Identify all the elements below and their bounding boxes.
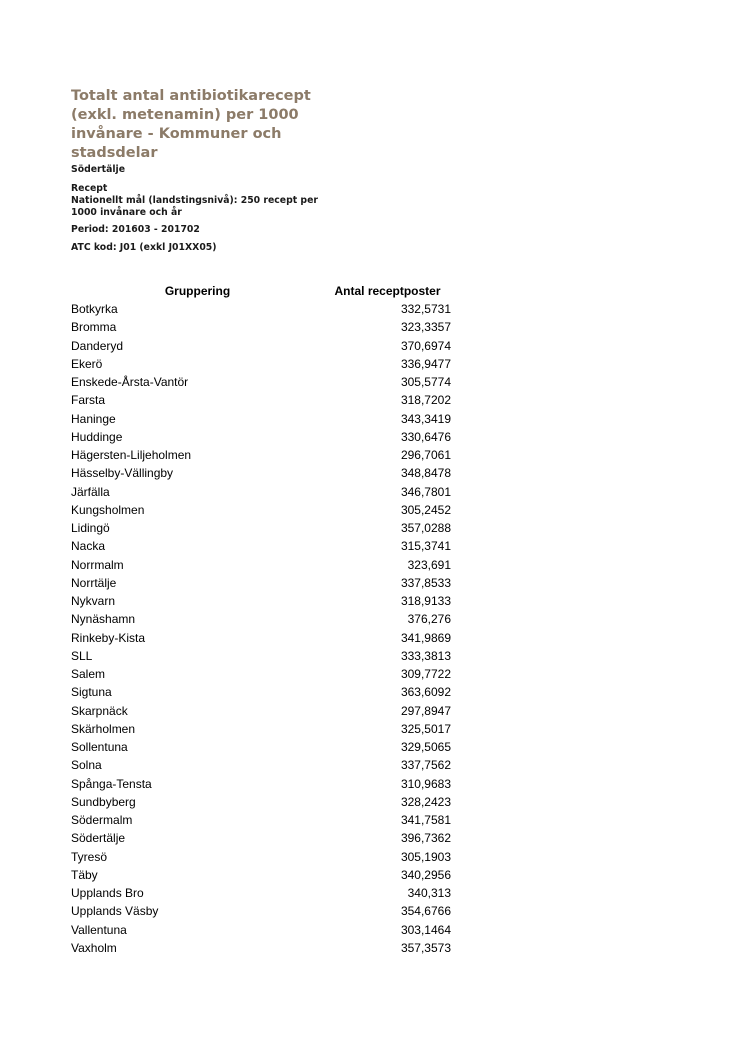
table-row (71, 683, 451, 701)
grouping-name: Upplands Bro (71, 886, 144, 900)
grouping-name: Ekerö (71, 356, 103, 371)
table-row (71, 373, 451, 391)
period-label: Period: 201603 - 201702 (71, 224, 200, 235)
prescription-count: 340,2956 (400, 867, 451, 882)
grouping-name: Lidingö (71, 521, 110, 535)
prescription-count: 310,9683 (400, 776, 451, 791)
prescription-count: 396,7362 (400, 831, 451, 846)
prescription-count: 336,9477 (400, 356, 451, 371)
grouping-name: Norrtälje (71, 575, 117, 590)
grouping-name: Södertälje (71, 831, 126, 846)
grouping-name: Vallentuna (71, 922, 127, 937)
grouping-name: Skärholmen (71, 721, 136, 736)
prescription-count: 337,8533 (400, 575, 451, 590)
grouping-name: Farsta (71, 393, 106, 408)
table-row (71, 428, 451, 446)
table-row (71, 738, 451, 756)
prescription-count: 357,3573 (400, 940, 451, 955)
prescription-count: 309,7722 (400, 667, 451, 681)
prescription-count: 357,0288 (400, 521, 451, 535)
prescription-count: 318,9133 (400, 594, 451, 608)
table-row (71, 410, 451, 428)
table-body (71, 300, 451, 957)
prescription-count: 303,1464 (400, 922, 451, 937)
prescription-count: 305,1903 (400, 849, 451, 864)
grouping-name: Nacka (71, 539, 106, 554)
grouping-name: Spånga-Tensta (71, 776, 152, 791)
prescription-count: 363,6092 (400, 685, 451, 700)
table-row (71, 592, 451, 610)
grouping-name: Solna (71, 758, 102, 773)
grouping-name: Danderyd (71, 338, 124, 353)
grouping-name: Täby (71, 867, 98, 882)
prescription-count: 325,5017 (400, 721, 451, 736)
prescription-count: 346,7801 (400, 484, 451, 499)
table-row (71, 902, 451, 920)
prescription-count: 370,6974 (400, 338, 451, 353)
grouping-name: Bromma (71, 320, 117, 335)
prescription-count: 305,2452 (400, 502, 451, 517)
prescription-count: 329,5065 (400, 740, 451, 754)
prescription-count: 318,7202 (400, 393, 451, 408)
grouping-name: Hässelby-Vällingby (71, 466, 174, 481)
table-row (71, 464, 451, 482)
prescription-count: 333,3813 (400, 648, 451, 663)
table-row (71, 483, 451, 501)
prescription-count: 332,5731 (400, 302, 451, 316)
table-row (71, 665, 451, 683)
grouping-name: Tyresö (71, 849, 108, 864)
grouping-name: Rinkeby-Kista (71, 630, 146, 645)
prescription-count: 328,2423 (400, 794, 451, 809)
table-row (71, 702, 451, 720)
table-row (71, 556, 451, 574)
grouping-name: Södermalm (71, 813, 133, 827)
table-row (71, 519, 451, 537)
table-row (71, 647, 451, 665)
grouping-name: Skarpnäck (71, 703, 128, 718)
grouping-name: Sundbyberg (71, 794, 136, 809)
table-row (71, 300, 451, 318)
grouping-name: Salem (71, 667, 106, 681)
table-row (71, 391, 451, 409)
measure-label: Recept (71, 183, 108, 194)
national-target: Nationellt mål (landstingsnivå): 250 recept per 1000 invånare och år (71, 195, 318, 218)
atc-code: ATC kod: J01 (exkl J01XX05) (71, 242, 217, 253)
prescription-count: 337,7562 (400, 758, 451, 773)
prescription-count: 296,7061 (400, 448, 451, 462)
grouping-name: Kungsholmen (71, 502, 145, 517)
table-row (71, 756, 451, 774)
table-row (71, 939, 451, 957)
prescription-count: 330,6476 (400, 429, 451, 444)
prescription-count: 315,3741 (400, 539, 451, 554)
table-row (71, 775, 451, 793)
grouping-name: Norrmalm (71, 557, 124, 572)
prescription-count: 323,691 (407, 557, 451, 572)
table-row (71, 318, 451, 336)
prescription-count: 305,5774 (400, 375, 451, 389)
table-row (71, 537, 451, 555)
prescription-count: 354,6766 (400, 904, 451, 919)
table-row (71, 337, 451, 355)
grouping-name: Nykvarn (71, 594, 116, 608)
table-row (71, 793, 451, 811)
table-row (71, 884, 451, 902)
table-row (71, 720, 451, 738)
table-row (71, 501, 451, 519)
grouping-name: Botkyrka (71, 302, 118, 316)
prescription-count: 341,9869 (400, 630, 451, 645)
table-row (71, 829, 451, 847)
column-header-grouping: Gruppering (164, 284, 231, 298)
prescription-count: 340,313 (407, 886, 451, 900)
prescription-count: 341,7581 (400, 813, 451, 827)
results-table (71, 282, 451, 957)
column-header-count: Antal receptposter (334, 284, 441, 298)
grouping-name: Sollentuna (71, 740, 128, 754)
grouping-name: Huddinge (71, 429, 123, 444)
table-row (71, 848, 451, 866)
table-row (71, 446, 451, 464)
table-header (71, 282, 451, 300)
grouping-name: Sigtuna (71, 685, 112, 700)
table-row (71, 921, 451, 939)
grouping-name: Järfälla (71, 484, 110, 499)
prescription-count: 348,8478 (400, 466, 451, 481)
grouping-name: Enskede-Årsta-Vantör (71, 375, 189, 389)
grouping-name: Hägersten-Liljeholmen (71, 448, 192, 462)
report-title: Totalt antal antibiotikarecept (exkl. metenamin) per 1000 invånare - Kommuner och stadsdelar (71, 88, 311, 161)
prescription-count: 343,3419 (400, 411, 451, 426)
table-row (71, 629, 451, 647)
table-row (71, 811, 451, 829)
prescription-count: 297,8947 (400, 703, 451, 718)
grouping-name: Haninge (71, 411, 116, 426)
table-row (71, 866, 451, 884)
table-row (71, 610, 451, 628)
table-row (71, 355, 451, 373)
grouping-name: Upplands Väsby (71, 904, 159, 919)
prescription-count: 376,276 (407, 612, 451, 627)
grouping-name: Vaxholm (71, 940, 117, 955)
prescription-count: 323,3357 (400, 320, 451, 335)
report-page (71, 87, 671, 955)
grouping-name: SLL (71, 648, 93, 663)
grouping-name: Nynäshamn (71, 612, 136, 627)
table-row (71, 574, 451, 592)
unit-name: Södertälje (71, 164, 126, 175)
